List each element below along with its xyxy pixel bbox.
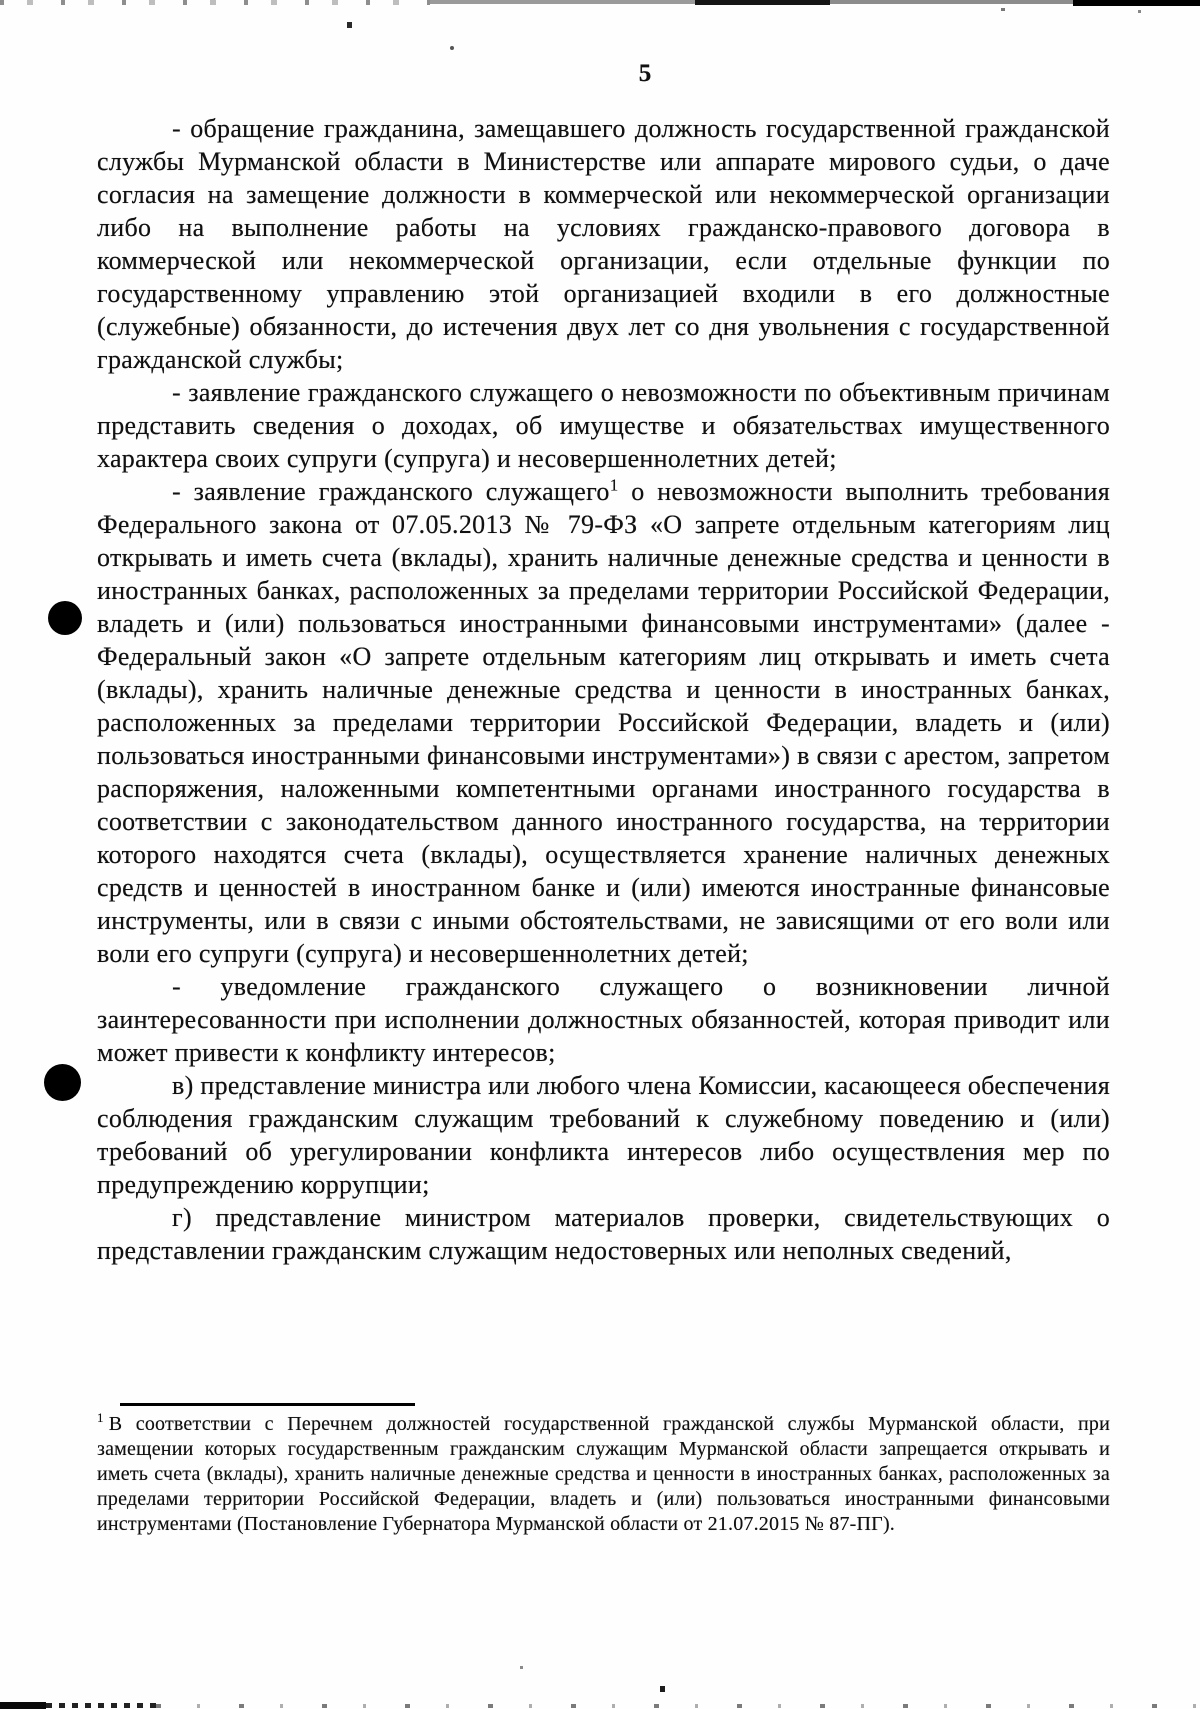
footnote bbox=[97, 1412, 1110, 1537]
page-number: 5 bbox=[638, 60, 652, 87]
footnote-text: В соответствии с Перечнем должностей государственной гражданской службы Мурманской области, при замещении которых государственным гражданским служащим Мурманской области запрещается открывать и иметь счета (вклады), хранить наличные денежные средства и ценности в иностранных банках, расположенных за пределами территории Российской Федерации, владеть и (или) пользоваться иностранными финансовыми инструментами (Постановление Губернатора Мурманской области от 21.07.2015 № 87-ПГ). bbox=[97, 1413, 1110, 1535]
scan-speck bbox=[520, 1666, 523, 1669]
paragraph-statement-income-info: - заявление гражданского служащего о невозможности по объективным причинам представить сведения о доходах, об имуществе и обязательствах имущественного характера своих супруги (супруга) и несовершеннолетних детей; bbox=[97, 378, 1110, 473]
footnote-marker: 1 bbox=[97, 1410, 104, 1426]
paragraph-item-v: в) представление министра или любого члена Комиссии, касающееся обеспечения соблюдения гражданским служащим требований к служебному поведению и (или) требований об урегулировании конфликта интересов либо осуществления мер по предупреждению коррупции; bbox=[97, 1071, 1110, 1199]
hole-punch-mark bbox=[48, 601, 82, 635]
paragraph-text: - заявление гражданского служащего bbox=[172, 477, 610, 506]
paragraph-text: о невозможности выполнить требования Федерального закона от 07.05.2013 № 79-ФЗ «О запрете отдельным категориям лиц открывать и иметь счета (вклады), хранить наличные денежные средства и ценности в иностранных банках, расположенных за пределами территории Российской Федерации, владеть и (или) пользоваться иностранными финансовыми инструментами» (далее - Федеральный закон «О запрете отдельным категориям лиц открывать и иметь счета (вклады), хранить наличные денежные средства и ценности в иностранных банках, расположенных за пределами территории Российской Федерации, владеть и (или) пользоваться иностранными финансовыми инструментами») в связи с арестом, запретом распоряжения, наложенными компетентными органами иностранного государства в соответствии с законодательством данного иностранного государства, на территории которого находятся счета (вклады), осуществляется хранение наличных денежных средств и ценностей в иностранном банке и (или) имеются иностранные финансовые инструменты, или в связи с иными обстоятельствами, не зависящими от его воли или воли его супруги (супруга) и несовершеннолетних детей; bbox=[97, 477, 1110, 968]
scan-noise-bottom-left bbox=[0, 1702, 46, 1709]
scan-speck bbox=[347, 22, 352, 28]
scan-noise-top-bar bbox=[430, 0, 695, 4]
paragraph-appeal-citizen: - обращение гражданина, замещавшего должность государственной гражданской службы Мурманской области в Министерстве или аппарате мирового судьи, о даче согласия на замещение должности в коммерческой или некоммерческой организации либо на выполнение работы на условиях гражданско-правового договора в коммерческой или некоммерческой организации, если отдельные функции по государственному управлению этой организацией входили в его должностные (служебные) обязанности, до истечения двух лет со дня увольнения с государственной гражданской службы; bbox=[97, 114, 1110, 374]
scan-noise-bottom bbox=[46, 1703, 156, 1708]
hole-punch-mark bbox=[44, 1064, 81, 1101]
scan-speck bbox=[1001, 8, 1005, 11]
footnote-reference-marker: 1 bbox=[609, 475, 619, 495]
scan-noise-bottom bbox=[156, 1704, 1200, 1708]
scan-noise-top-left bbox=[0, 0, 430, 5]
scan-speck bbox=[450, 46, 454, 50]
scan-noise-top-bar bbox=[1073, 0, 1200, 6]
scan-speck bbox=[1138, 10, 1141, 13]
scan-noise-top-bar bbox=[695, 0, 830, 5]
paragraph-statement-foreign-accounts bbox=[97, 475, 1110, 970]
scan-speck bbox=[660, 1686, 665, 1692]
document-body bbox=[97, 112, 1110, 1267]
paragraph-notice-personal-interest: - уведомление гражданского служащего о возникновении личной заинтересованности при исполнении должностных обязанностей, которая приводит или может привести к конфликту интересов; bbox=[97, 972, 1110, 1067]
paragraph-item-g: г) представление министром материалов проверки, свидетельствующих о представлении гражданским служащим недостоверных или неполных сведений, bbox=[97, 1203, 1110, 1265]
footnote-separator-line bbox=[120, 1403, 415, 1406]
scan-noise-top-bar bbox=[830, 0, 1073, 4]
